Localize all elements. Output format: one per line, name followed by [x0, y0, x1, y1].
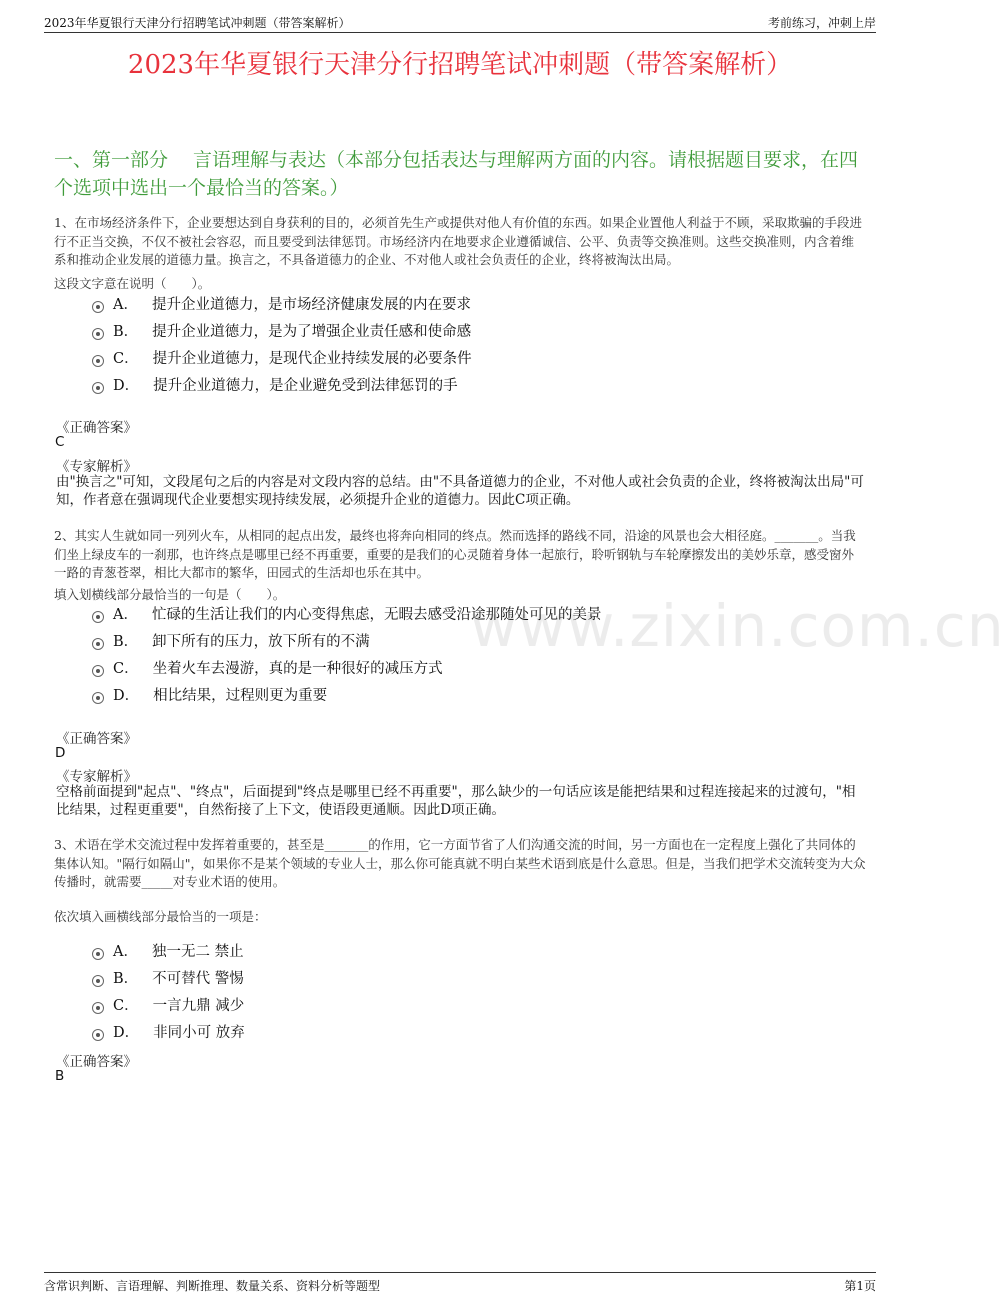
question-1-options	[92, 290, 472, 398]
question-1-answer: C	[55, 434, 65, 450]
radio-icon[interactable]	[92, 975, 104, 987]
question-3-option-a[interactable]	[92, 937, 245, 964]
analysis-label: 《专家解析》	[56, 769, 137, 785]
option-letter: D．	[113, 1025, 140, 1041]
question-1-stem: 1、在市场经济条件下，企业要想达到自身获利的目的，必须首先生产或提供对他人有价值的东西。如果企业置他人利益于不顾，采取欺骗的手段进行不正当交换，不仅不被社会容忍，而且要受到法律惩罚。市场经济内在地要求企业遵循诚信、公平、负责等交换准则。这些交换准则，内含着维系和推动企业发展的道德力量。换言之，不具备道德力的企业、不对他人或社会负责任的企业，终将被淘汰出局。	[54, 215, 862, 267]
question-3-option-b[interactable]	[92, 964, 245, 991]
option-letter: A．	[113, 607, 138, 623]
answer-label: 《正确答案》	[56, 731, 137, 747]
option-letter: A．	[113, 297, 138, 313]
question-2-answer: D	[55, 745, 66, 761]
option-letter: D．	[113, 378, 140, 394]
question-1-prompt: 这段文字意在说明（ ）。	[54, 276, 211, 291]
option-text: 忙碌的生活让我们的内心变得焦虑，无暇去感受沿途那随处可见的美景	[151, 607, 602, 623]
option-letter: B．	[113, 971, 139, 987]
question-3-answer: B	[55, 1068, 65, 1084]
section-heading: 一、第一部分 言语理解与表达（本部分包括表达与理解两方面的内容。请根据题目要求，在四个选项中选出一个最恰当的答案。）	[54, 149, 859, 199]
option-text: 卸下所有的压力，放下所有的不满	[152, 634, 370, 650]
radio-icon[interactable]	[92, 1002, 104, 1014]
option-text: 坐着火车去漫游，真的是一种很好的减压方式	[152, 661, 443, 677]
answer-label: 《正确答案》	[56, 1054, 137, 1070]
question-1-option-c[interactable]	[92, 344, 472, 371]
question-2-stem: 2、其实人生就如同一列列火车，从相同的起点出发，最终也将奔向相同的终点。然而选择的路线不同，沿途的风景也会大相径庭。_______。当我们坐上绿皮车的一刹那，也许终点是哪里已经不再重要，重要的是我们的心灵随着身体一起旅行，聆听钢轨与车轮摩擦发出的美妙乐章，感受窗外一路的青葱苍翠，相比大都市的繁华，田园式的生活却也乐在其中。	[54, 528, 856, 580]
option-letter: B．	[113, 634, 139, 650]
radio-icon[interactable]	[92, 355, 104, 367]
question-3-prompt: 依次填入画横线部分最恰当的一项是：	[54, 909, 267, 924]
answer-label: 《正确答案》	[56, 420, 137, 436]
question-2-option-d[interactable]	[92, 681, 601, 708]
option-text: 一言九鼎 减少	[152, 998, 245, 1014]
question-2-analysis: 空格前面提到"起点"、"终点"，后面提到"终点是哪里已经不再重要"，那么缺少的一句话应该是能把结果和过程连接起来的过渡句，"相比结果，过程更重要"，自然衔接了上下文，使语段更通顺。因此D项正确。	[56, 784, 856, 818]
page-footer	[44, 1272, 876, 1293]
document-title: 2023年华夏银行天津分行招聘笔试冲刺题（带答案解析）	[127, 50, 793, 80]
option-letter: A．	[113, 944, 138, 960]
watermark: www.zixin.com.cn	[470, 592, 1005, 660]
option-text: 提升企业道德力，是企业避免受到法律惩罚的手	[153, 378, 458, 394]
header-right-text: 考前练习，冲刺上岸	[767, 16, 876, 30]
question-3-option-c[interactable]	[92, 991, 245, 1018]
option-letter: C．	[113, 661, 139, 677]
radio-icon[interactable]	[92, 665, 104, 677]
question-2-prompt: 填入划横线部分最恰当的一句是（ ）。	[54, 587, 286, 602]
question-1-analysis: 由"换言之"可知，文段尾句之后的内容是对文段内容的总结。由"不具备道德力的企业，不对他人或社会负责的企业，终将被淘汰出局"可知，作者意在强调现代企业要想实现持续发展，必须提升企业的道德力。因此C项正确。	[56, 474, 864, 508]
option-text: 相比结果，过程则更为重要	[153, 688, 328, 704]
question-1-option-d[interactable]	[92, 371, 472, 398]
option-letter: C．	[113, 998, 139, 1014]
option-text: 提升企业道德力，是现代企业持续发展的必要条件	[152, 351, 472, 367]
footer-left-text: 含常识判断、言语理解、判断推理、数量关系、资料分析等题型	[44, 1279, 381, 1293]
option-letter: D．	[113, 688, 140, 704]
radio-icon[interactable]	[92, 948, 104, 960]
radio-icon[interactable]	[92, 301, 104, 313]
analysis-label: 《专家解析》	[56, 459, 137, 475]
radio-icon[interactable]	[92, 692, 104, 704]
option-text: 提升企业道德力，是为了增强企业责任感和使命感	[152, 324, 472, 340]
option-text: 独一无二 禁止	[151, 944, 244, 960]
question-3-stem: 3、术语在学术交流过程中发挥着重要的，甚至是_______的作用，它一方面节省了人们沟通交流的时间，另一方面也在一定程度上强化了共同体的集体认知。"隔行如隔山"，如果你不是某个领域的专业人士，那么你可能真就不明白某些术语到底是什么意思。但是，当我们把学术交流转变为大众传播时，就需要_____对专业术语的使用。	[54, 837, 866, 889]
option-text: 提升企业道德力，是市场经济健康发展的内在要求	[151, 297, 471, 313]
radio-icon[interactable]	[92, 328, 104, 340]
question-2-option-b[interactable]	[92, 627, 601, 654]
radio-icon[interactable]	[92, 1029, 104, 1041]
option-letter: C．	[113, 351, 139, 367]
radio-icon[interactable]	[92, 638, 104, 650]
option-text: 不可替代 警惕	[152, 971, 244, 987]
header-left-text: 2023年华夏银行天津分行招聘笔试冲刺题（带答案解析）	[44, 16, 351, 30]
option-letter: B．	[113, 324, 139, 340]
page-number: 第1页	[844, 1279, 876, 1293]
page-header	[44, 10, 876, 33]
question-3-option-d[interactable]	[92, 1018, 245, 1045]
question-1-option-b[interactable]	[92, 317, 472, 344]
question-1-option-a[interactable]	[92, 290, 472, 317]
question-3-options	[92, 937, 245, 1045]
question-2-option-a[interactable]	[92, 600, 601, 627]
option-text: 非同小可 放弃	[153, 1025, 245, 1041]
radio-icon[interactable]	[92, 611, 104, 623]
question-2-option-c[interactable]	[92, 654, 601, 681]
radio-icon[interactable]	[92, 382, 104, 394]
question-2-options	[92, 600, 601, 708]
